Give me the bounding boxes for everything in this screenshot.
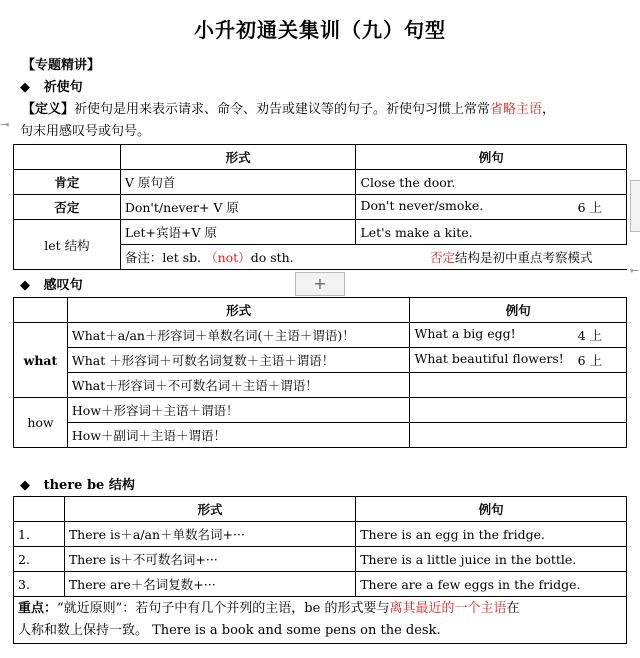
- header-form: 形式: [120, 145, 356, 170]
- right-resize-handle[interactable]: [630, 180, 640, 232]
- page-title: 小升初通关集训（九）句型: [194, 18, 446, 42]
- add-row-button[interactable]: +: [295, 272, 345, 296]
- table-row: 肯定 V 原句首 Close the door.: [14, 170, 627, 195]
- table-row: How＋副词＋主语＋谓语！: [14, 423, 627, 448]
- there-be-heading: ◆ there be 结构: [20, 478, 135, 493]
- exclamatory-heading: ◆ 感叹句: [20, 278, 83, 293]
- exclamatory-table: [13, 297, 627, 448]
- margin-arrow-icon[interactable]: ⇥: [0, 118, 10, 131]
- header-form: 形式: [64, 497, 355, 522]
- key-point-cell: 重点：“就近原则”：若句子中有几个并列的主语，be 的形式要与离其最近的一个主语在 人称和数上保持一致。 There is a book and some pens on the desk.: [14, 597, 627, 644]
- imperative-table: [13, 144, 627, 270]
- table-row: how How＋形容词＋主语＋谓语！: [14, 398, 627, 423]
- table-row: 1. There is＋a/an＋单数名词+··· There is an egg in the fridge.: [14, 522, 627, 547]
- table-row: [14, 597, 627, 644]
- table-row: 3. There are＋名词复数+··· There are a few eggs in the fridge.: [14, 572, 627, 597]
- table-row: 2. There is＋不可数名词+··· There is a little juice in the bottle.: [14, 547, 627, 572]
- there-be-table: [13, 496, 627, 644]
- header-example: 例句: [410, 298, 627, 323]
- bullet-diamond-icon: ◆: [20, 478, 30, 493]
- bullet-diamond-icon: ◆: [20, 80, 30, 95]
- imperative-definition-line2: 句末用感叹号或句号。: [20, 124, 151, 139]
- table-row: What ＋形容词＋可数名词复数＋主语＋谓语！ What beautiful flowers! 6 上: [14, 348, 627, 373]
- table-row: What＋形容词＋不可数名词＋主语＋谓语！: [14, 373, 627, 398]
- header-example: 例句: [356, 497, 627, 522]
- imperative-heading: ◆ 祈使句: [20, 80, 83, 95]
- table-row: 否定 Don't/never+ V 原 Don't never/smoke. 6 上: [14, 195, 627, 220]
- header-form: 形式: [67, 298, 410, 323]
- section-header: 【专题精讲】: [22, 58, 101, 73]
- bullet-diamond-icon: ◆: [20, 278, 30, 293]
- table-row: what What＋a/an＋形容词＋单数名词(＋主语＋谓语)！ What a big egg! 4 上: [14, 323, 627, 348]
- table-row: let 结构 Let+宾语+V 原 Let's make a kite.: [14, 220, 627, 245]
- imperative-definition: 【定义】祈使句是用来表示请求、命令、劝告或建议等的句子。祈使句习惯上常常省略主语，: [22, 102, 556, 117]
- margin-arrow-right-icon[interactable]: ⇤: [630, 264, 640, 277]
- table-row: 备注：let sb. （not）do sth. 否定结构是初中重点考察模式: [14, 245, 627, 270]
- header-example: 例句: [356, 145, 627, 170]
